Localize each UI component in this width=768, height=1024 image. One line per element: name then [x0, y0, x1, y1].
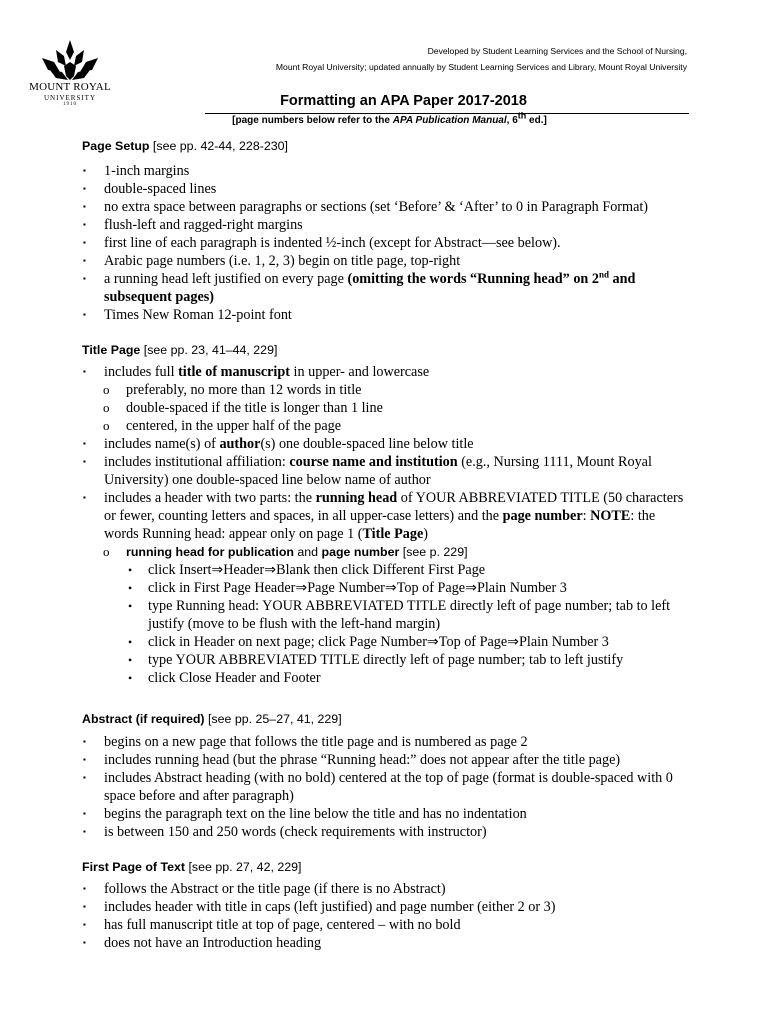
bullet-icon: ▪	[83, 493, 86, 502]
bullet-icon: ▪	[83, 809, 86, 818]
list-item: ▪ Times New Roman 12-point font	[83, 307, 292, 323]
bullet-icon: ▪	[83, 367, 86, 376]
circle-bullet-icon: o	[103, 418, 110, 433]
title-page-list	[0, 363, 694, 687]
section-heading-title-page: Title Page [see pp. 23, 41–44, 229]	[82, 343, 278, 357]
bullet-icon: ▪	[83, 755, 86, 764]
dot-bullet-icon: •	[128, 635, 133, 649]
bullet-icon: ▪	[83, 274, 86, 283]
list-item: ▪ double-spaced lines	[83, 181, 217, 197]
list-item: ▪ has full manuscript title at top of page, centered – with no bold	[83, 917, 461, 933]
list-item: ▪ includes a header with two parts: the running head of YOUR ABBREVIATED TITLE (50 characters or fewer, counting letters and spaces, in all upper-case letters) and the page number: NOTE: the words Running head: appear only on page 1 (Title Page)	[83, 490, 684, 542]
bullet-icon: ▪	[83, 238, 86, 247]
list-item: ▪ includes header with title in caps (left justified) and page number (either 2 or 3)	[83, 899, 556, 915]
credit-line-2: Mount Royal University; updated annually by Student Learning Services and Library, Mount Royal University	[275, 62, 687, 72]
list-item: ▪ includes name(s) of author(s) one double-spaced line below title	[83, 436, 474, 452]
dot-bullet-icon: •	[128, 653, 133, 667]
list-item: ▪ does not have an Introduction heading	[83, 935, 322, 951]
bullet-icon: ▪	[83, 938, 86, 947]
bullet-icon: ▪	[83, 884, 86, 893]
dot-bullet-icon: •	[128, 563, 133, 577]
list-item: • click in Header on next page; click Page Number⇒Top of Page⇒Plain Number 3	[128, 634, 609, 650]
list-item: • type Running head: YOUR ABBREVIATED TITLE directly left of page number; tab to left justify (move to be flush with the left-hand margin)	[128, 598, 671, 632]
list-item: o running head for publication and page number [see p. 229]	[103, 544, 468, 559]
list-item: ▪ includes running head (but the phrase “Running head:” does not appear after the title page)	[83, 752, 621, 768]
list-item: ▪ a running head left justified on every page (omitting the words “Running head” on 2nd and subsequent pages)	[83, 269, 636, 305]
dot-bullet-icon: •	[128, 581, 133, 595]
bullet-icon: ▪	[83, 310, 86, 319]
list-item: ▪ first line of each paragraph is indented ½-inch (except for Abstract—see below).	[83, 235, 561, 251]
list-item: • click Close Header and Footer	[128, 670, 321, 686]
page-reference-note: [page numbers below refer to the APA Publication Manual, 6th ed.]	[232, 110, 547, 126]
section-heading-abstract: Abstract (if required) [see pp. 25–27, 41, 229]	[82, 712, 342, 726]
first-page-list	[0, 880, 694, 952]
list-item: ▪ begins the paragraph text on the line below the title and has no indentation	[83, 806, 527, 822]
bullet-icon: ▪	[83, 256, 86, 265]
bullet-icon: ▪	[83, 166, 86, 175]
logo-wordmark: MOUNT ROYAL	[29, 81, 111, 93]
title-rule	[205, 113, 689, 114]
circle-bullet-icon: o	[103, 382, 110, 397]
bullet-icon: ▪	[83, 773, 86, 782]
list-item: • click Insert⇒Header⇒Blank then click Different First Page	[128, 562, 486, 578]
dot-bullet-icon: •	[128, 671, 133, 685]
bullet-icon: ▪	[83, 457, 86, 466]
list-item: ▪ is between 150 and 250 words (check requirements with instructor)	[83, 824, 487, 840]
list-item: o double-spaced if the title is longer than 1 line	[103, 400, 383, 416]
bullet-icon: ▪	[83, 202, 86, 211]
circle-bullet-icon: o	[103, 400, 110, 415]
list-item: ▪ begins on a new page that follows the title page and is numbered as page 2	[83, 734, 528, 750]
bullet-icon: ▪	[83, 220, 86, 229]
bullet-icon: ▪	[83, 737, 86, 746]
list-item: ▪ includes Abstract heading (with no bold) centered at the top of page (format is double-spaced with 0 space before and after paragraph)	[83, 770, 673, 804]
page-title: Formatting an APA Paper 2017-2018	[280, 93, 527, 109]
bullet-icon: ▪	[83, 902, 86, 911]
list-item: • type YOUR ABBREVIATED TITLE directly left of page number; tab to left justify	[128, 652, 624, 668]
logo-year: 1910	[63, 102, 77, 107]
list-item: ▪ includes institutional affiliation: course name and institution (e.g., Nursing 1111, Mount Royal University) one double-spaced line below name of author	[83, 454, 652, 488]
section-heading-page-setup: Page Setup [see pp. 42-44, 228-230]	[82, 139, 288, 153]
abstract-list	[0, 733, 694, 841]
list-item: • click in First Page Header⇒Page Number⇒Top of Page⇒Plain Number 3	[128, 580, 567, 596]
list-item: ▪ Arabic page numbers (i.e. 1, 2, 3) begin on title page, top-right	[83, 253, 461, 269]
list-item: ▪ flush-left and ragged-right margins	[83, 217, 303, 233]
list-item: ▪ no extra space between paragraphs or sections (set ‘Before’ & ‘After’ to 0 in Paragraph Format)	[83, 199, 649, 215]
list-item: o preferably, no more than 12 words in title	[103, 382, 362, 398]
section-heading-first-page: First Page of Text [see pp. 27, 42, 229]	[82, 860, 302, 874]
bullet-icon: ▪	[83, 827, 86, 836]
bullet-icon: ▪	[83, 439, 86, 448]
list-item: ▪ follows the Abstract or the title page (if there is no Abstract)	[83, 881, 446, 897]
bullet-icon: ▪	[83, 184, 86, 193]
list-item: ▪ includes full title of manuscript in upper- and lowercase	[83, 364, 430, 380]
credit-line-1: Developed by Student Learning Services and the School of Nursing,	[427, 46, 687, 56]
list-item: o centered, in the upper half of the page	[103, 418, 342, 434]
list-item: ▪ 1-inch margins	[83, 163, 190, 179]
bullet-icon: ▪	[83, 920, 86, 929]
page-setup-list	[0, 162, 694, 324]
circle-bullet-icon: o	[103, 544, 110, 559]
logo-university: UNIVERSITY	[44, 94, 96, 102]
dot-bullet-icon: •	[128, 599, 133, 613]
